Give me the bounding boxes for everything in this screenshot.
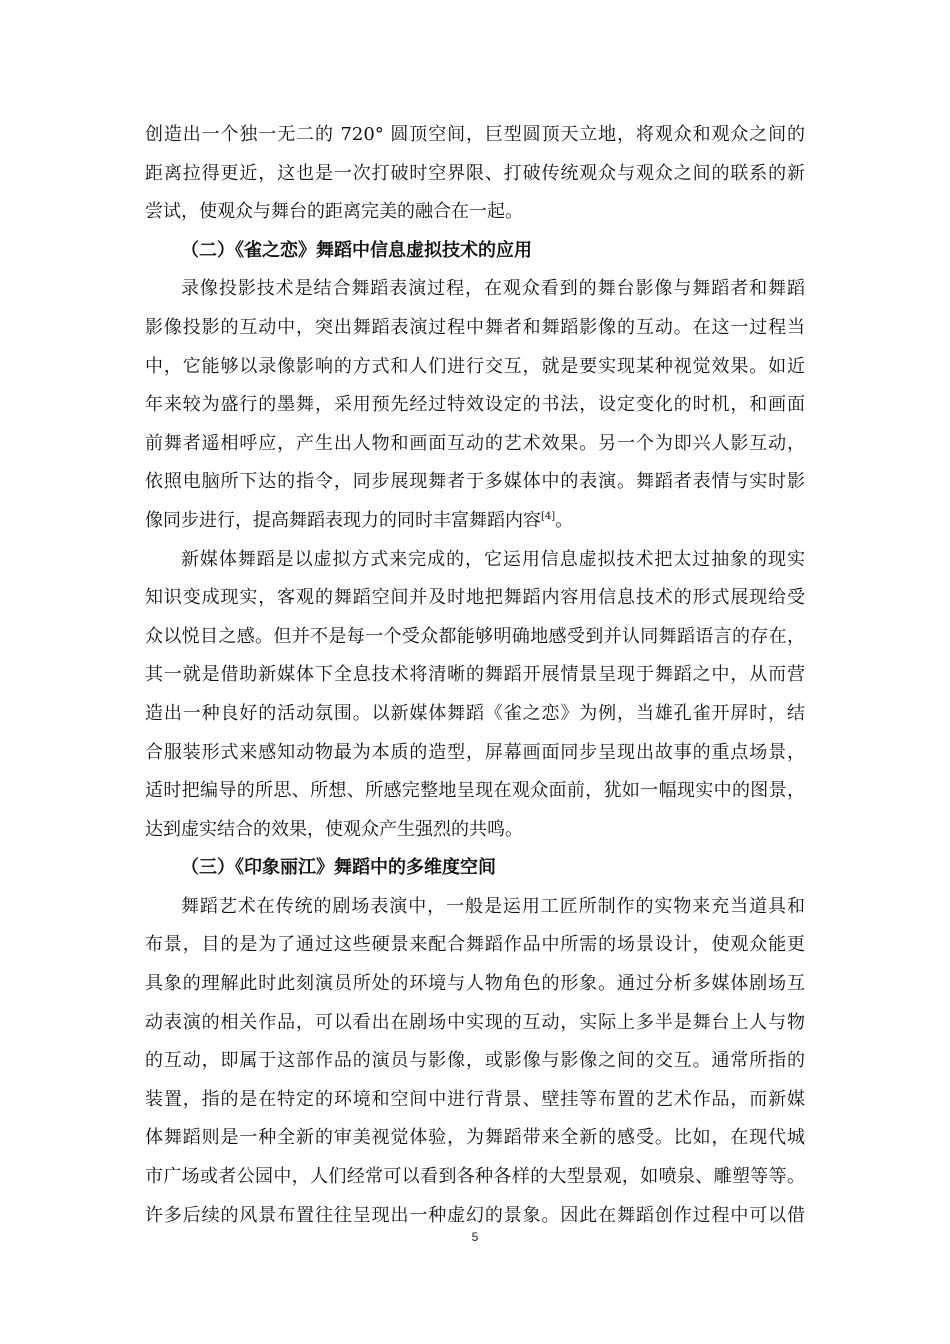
text-line: 创造出一个独一无二的 720° 圆顶空间，巨型圆顶天立地，将观众和观众之间的 [145,124,805,145]
text-line: 造出一种良好的活动氛围。以新媒体舞蹈《雀之恋》为例，当雄孔雀开屏时，结 [145,702,805,724]
text-line: 其一就是借助新媒体下全息技术将清晰的舞蹈开展情景呈现于舞蹈之中，从而营 [145,664,805,686]
text-line: 合服装形式来感知动物最为本质的造型，屏幕画面同步呈现出故事的重点场景， [145,741,805,763]
text-line: 达到虚实结合的效果，使观众产生强烈的共鸣。 [145,818,523,840]
text-line: 的互动，即属于这部作品的演员与影像，或影像与影像之间的交互。通常所指的 [145,1050,805,1072]
paragraph [145,541,805,850]
text-line: 众以悦目之感。但并不是每一个受众都能够明确地感受到并认同舞蹈语言的存在， [145,625,805,647]
paragraph [145,116,805,232]
document-body [145,116,805,1235]
text-line: 动表演的相关作品，可以看出在剧场中实现的互动，实际上多半是舞台上人与物 [145,1011,805,1033]
text-line: 尝试，使观众与舞台的距离完美的融合在一起。 [145,201,523,223]
text-line: 年来较为盛行的墨舞，采用预先经过特效设定的书法，设定变化的时机，和画面 [145,394,805,416]
text-line: 中，它能够以录像影响的方式和人们进行交互，就是要实现某种视觉效果。如近 [145,355,805,377]
text-span: 。 [555,509,574,531]
page-number: 5 [471,1230,479,1244]
text-line: 影像投影的互动中，突出舞蹈表演过程中舞者和舞蹈影像的互动。在这一过程当 [145,316,805,338]
citation-marker: [4] [541,510,556,522]
text-line: 录像投影技术是结合舞蹈表演过程，在观众看到的舞台影像与舞蹈者和舞蹈 [181,278,805,300]
text-line: 距离拉得更近，这也是一次打破时空界限、打破传统观众与观众之间的联系的新 [145,162,805,184]
text-line [145,502,805,541]
text-line: 适时把编导的所思、所想、所感完整地呈现在观众面前，犹如一幅现实中的图景， [145,780,805,802]
text-line: 舞蹈艺术在传统的剧场表演中，一般是运用工匠所制作的实物来充当道具和 [181,895,805,917]
paragraph [145,888,805,1235]
section-heading: （三）《印象丽江》舞蹈中的多维度空间 [181,857,496,879]
text-line: 新媒体舞蹈是以虚拟方式来完成的，它运用信息虚拟技术把太过抽象的现实 [181,548,805,570]
text-line: 市广场或者公园中，人们经常可以看到各种各样的大型景观，如喷泉、雕塑等等。 [145,1166,805,1188]
text-line: 依照电脑所下达的指令，同步展现舞者于多媒体中的表演。舞蹈者表情与实时影 [145,471,805,493]
text-line: 装置，指的是在特定的环境和空间中进行背景、壁挂等布置的艺术作品，而新媒 [145,1088,805,1110]
text-line: 布景，目的是为了通过这些硬景来配合舞蹈作品中所需的场景设计，使观众能更 [145,934,805,956]
text-span: 像同步进行，提高舞蹈表现力的同时丰富舞蹈内容 [145,509,541,531]
text-line: 许多后续的风景布置往往呈现出一种虚幻的景象。因此在舞蹈创作过程中可以借 [145,1204,805,1226]
section-heading: （二）《雀之恋》舞蹈中信息虚拟技术的应用 [181,239,532,261]
text-line: 知识变成现实，客观的舞蹈空间并及时地把舞蹈内容用信息技术的形式展现给受 [145,587,805,609]
text-line: 体舞蹈则是一种全新的审美视觉体验，为舞蹈带来全新的感受。比如，在现代城 [145,1127,805,1149]
text-line: 具象的理解此时此刻演员所处的环境与人物角色的形象。通过分析多媒体剧场互 [145,973,805,995]
text-line: 前舞者遥相呼应，产生出人物和画面互动的艺术效果。另一个为即兴人影互动， [145,432,805,454]
paragraph [145,270,805,540]
